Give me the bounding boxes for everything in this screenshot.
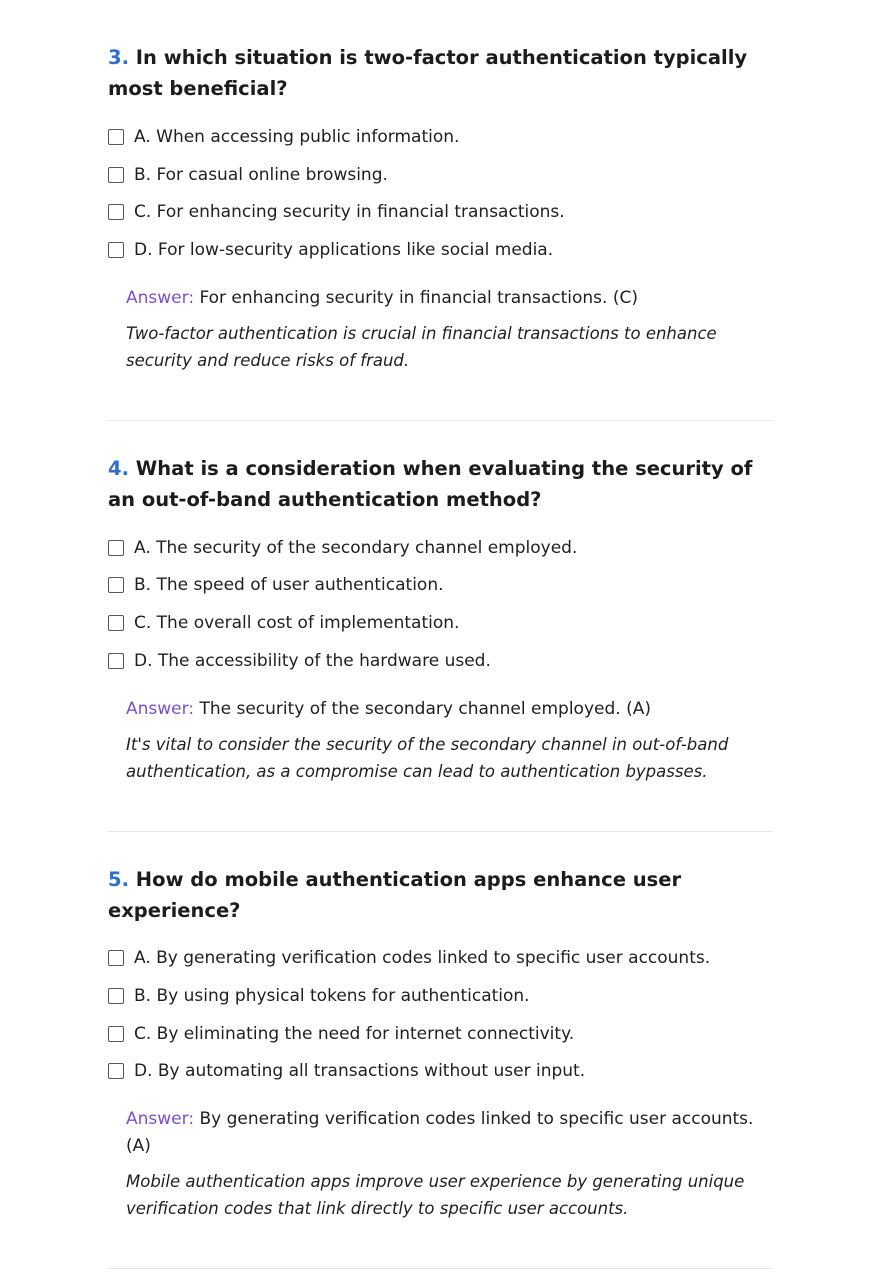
question-number: 5. <box>108 868 129 891</box>
checkbox[interactable] <box>108 129 124 145</box>
option-label: B. The speed of user authentication. <box>134 575 444 595</box>
option-label: B. By using physical tokens for authentication. <box>134 986 530 1006</box>
option-label: B. For casual online browsing. <box>134 165 388 185</box>
option-label: A. When accessing public information. <box>134 127 459 147</box>
checkbox[interactable] <box>108 1063 124 1079</box>
option-b[interactable] <box>108 566 772 604</box>
answer-text: By generating verification codes linked to specific user accounts. (A) <box>126 1109 753 1156</box>
option-c[interactable] <box>108 1015 772 1053</box>
answer-block <box>126 1106 772 1160</box>
answer-block <box>126 285 772 312</box>
option-b[interactable] <box>108 977 772 1015</box>
checkbox[interactable] <box>108 167 124 183</box>
explanation: It's vital to consider the security of the secondary channel in out-of-band authentication, as a compromise can lead to authentication bypasses. <box>126 731 772 785</box>
answer-block <box>126 696 772 723</box>
checkbox[interactable] <box>108 540 124 556</box>
answer-label: Answer: <box>126 1109 194 1129</box>
question-number: 4. <box>108 457 129 480</box>
question-4 <box>108 453 772 832</box>
checkbox[interactable] <box>108 242 124 258</box>
options-list <box>108 118 772 269</box>
option-label: C. For enhancing security in financial transactions. <box>134 202 565 222</box>
answer-label: Answer: <box>126 699 194 719</box>
option-label: A. By generating verification codes linked to specific user accounts. <box>134 948 710 968</box>
question-text: In which situation is two-factor authentication typically most beneficial? <box>108 46 747 100</box>
checkbox[interactable] <box>108 577 124 593</box>
options-list <box>108 529 772 680</box>
question-5 <box>108 864 772 1269</box>
option-a[interactable] <box>108 940 772 978</box>
question-number: 3. <box>108 46 129 69</box>
answer-text: The security of the secondary channel employed. (A) <box>199 699 651 719</box>
checkbox[interactable] <box>108 204 124 220</box>
option-label: D. The accessibility of the hardware used. <box>134 651 491 671</box>
option-a[interactable] <box>108 118 772 156</box>
option-a[interactable] <box>108 529 772 567</box>
options-list <box>108 940 772 1091</box>
checkbox[interactable] <box>108 1026 124 1042</box>
checkbox[interactable] <box>108 653 124 669</box>
option-label: D. By automating all transactions without user input. <box>134 1061 585 1081</box>
question-title <box>108 864 772 926</box>
checkbox[interactable] <box>108 988 124 1004</box>
explanation: Mobile authentication apps improve user experience by generating unique verification codes that link directly to specific user accounts. <box>126 1168 772 1222</box>
checkbox[interactable] <box>108 615 124 631</box>
option-d[interactable] <box>108 231 772 269</box>
option-c[interactable] <box>108 193 772 231</box>
option-b[interactable] <box>108 156 772 194</box>
option-label: C. By eliminating the need for internet connectivity. <box>134 1024 574 1044</box>
checkbox[interactable] <box>108 950 124 966</box>
option-label: A. The security of the secondary channel employed. <box>134 538 577 558</box>
question-title <box>108 42 772 104</box>
question-3 <box>108 42 772 421</box>
question-title <box>108 453 772 515</box>
option-d[interactable] <box>108 642 772 680</box>
option-label: D. For low-security applications like social media. <box>134 240 553 260</box>
question-text: What is a consideration when evaluating the security of an out-of-band authentication method? <box>108 457 752 511</box>
explanation: Two-factor authentication is crucial in financial transactions to enhance security and reduce risks of fraud. <box>126 320 772 374</box>
answer-label: Answer: <box>126 288 194 308</box>
answer-text: For enhancing security in financial transactions. (C) <box>199 288 638 308</box>
option-d[interactable] <box>108 1053 772 1091</box>
option-c[interactable] <box>108 604 772 642</box>
question-text: How do mobile authentication apps enhance user experience? <box>108 868 681 922</box>
option-label: C. The overall cost of implementation. <box>134 613 459 633</box>
